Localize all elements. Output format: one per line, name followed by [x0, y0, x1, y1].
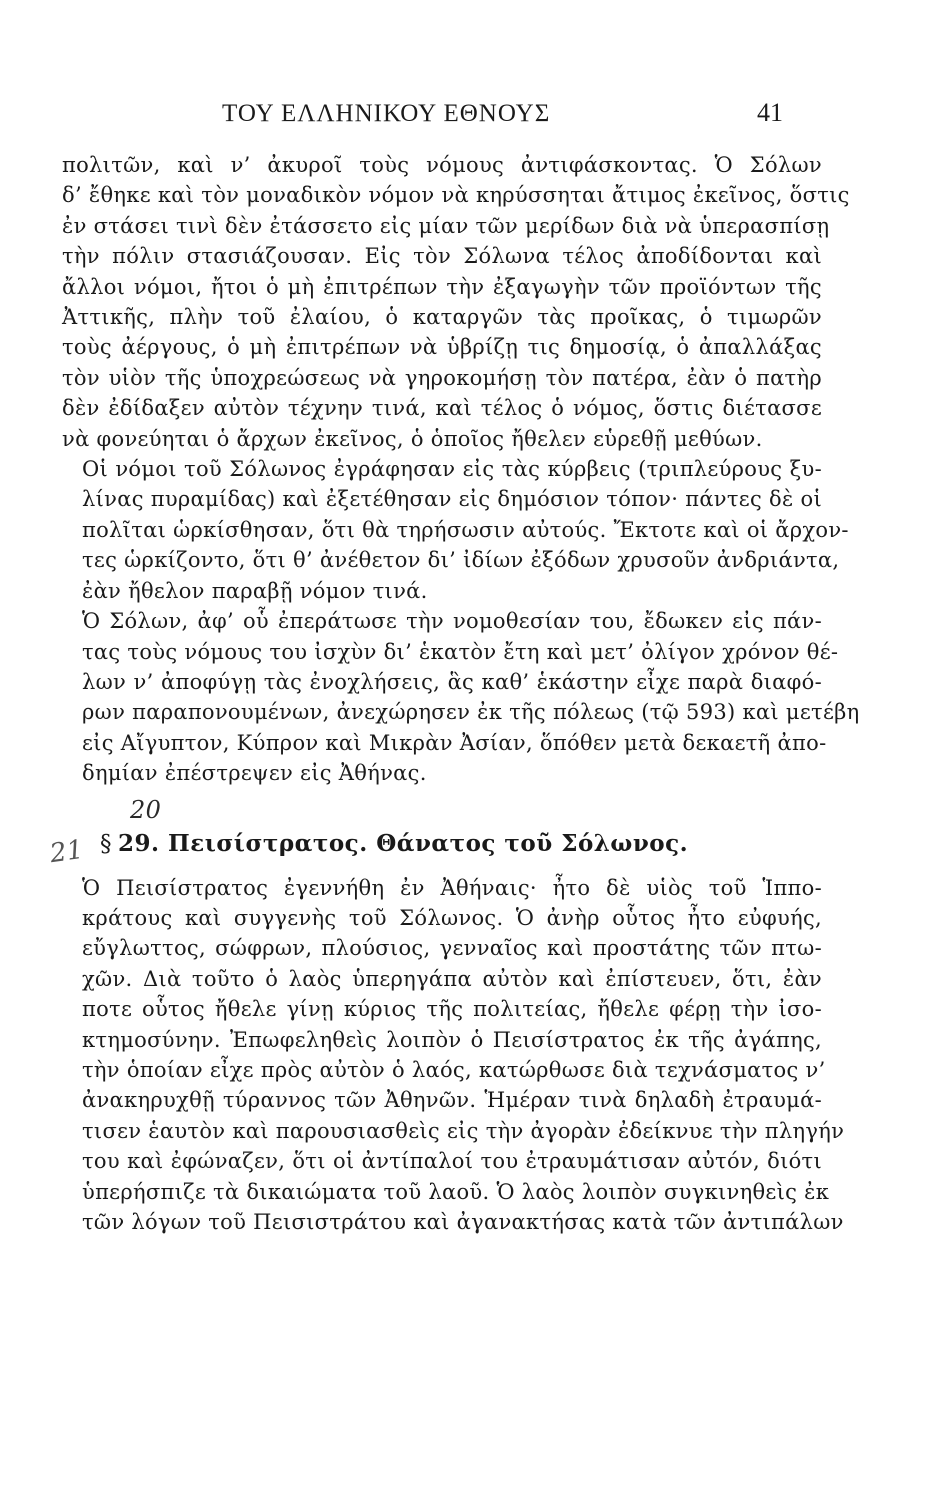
paragraph [62, 454, 849, 606]
text-line: ἀνακηρυχθῇ τύραννος τῶν Ἀθηνῶν. Ἡμέραν τινὰ δηλαδὴ ἐτραυμά- [82, 1088, 822, 1113]
paragraph [62, 150, 850, 454]
handwritten-annotation: 20 [130, 795, 162, 824]
text-line: εἰς Αἴγυπτον, Κύπρον καὶ Μικρὰν Ἀσίαν, ὅπόθεν μετὰ δεκαετῆ ἀπο- [82, 730, 827, 755]
paragraphs-top [62, 150, 860, 789]
text-line: του καὶ ἐφώναζεν, ὅτι οἱ ἀντίπαλοί του ἐτραυμάτισαν αὐτόν, διότι [82, 1149, 822, 1174]
section-heading-area [48, 793, 822, 873]
text-line: Ὁ Πεισίστρατος ἐγεννήθη ἐν Ἀθήναις· ἦτο δὲ υἱὸς τοῦ Ἱππο- [82, 875, 822, 900]
text-line: λων ν’ ἀποφύγῃ τὰς ἐνοχλήσεις, ἃς καθ’ ἑκάστην εἶχε παρὰ διαφό- [82, 669, 822, 694]
text-line: Οἱ νόμοι τοῦ Σόλωνος ἐγράφησαν εἰς τὰς κύρβεις (τριπλεύρους ξυ- [82, 457, 822, 482]
text-line: δ’ ἔθηκε καὶ τὸν μοναδικὸν νόμον νὰ κηρύσσηται ἄτιμος ἐκεῖνος, ὅστις [62, 183, 850, 208]
text-line: λίνας πυραμίδας) καὶ ἐξετέθησαν εἰς δημόσιον τόπον· πάντες δὲ οἱ [82, 487, 822, 512]
pencil-annotation: 21 [48, 834, 86, 869]
running-title: ΤΟΥ ΕΛΛΗΝΙΚΟΥ ΕΘΝΟΥΣ [222, 100, 551, 127]
text-line: τὴν πόλιν στασιάζουσαν. Εἰς τὸν Σόλωνα τέλος ἀποδίδονται καὶ [62, 244, 822, 269]
text-line: Ὁ Σόλων, ἀφ’ οὗ ἐπεράτωσε τὴν νομοθεσίαν του, ἔδωκεν εἰς πάν- [82, 609, 822, 634]
text-line: χῶν. Διὰ τοῦτο ὁ λαὸς ὑπερηγάπα αὐτὸν καὶ ἐπίστευεν, ὅτι, ἐὰν [82, 966, 822, 991]
section-heading [100, 829, 688, 859]
page-number: 41 [757, 98, 783, 127]
paragraph [62, 873, 845, 1238]
paragraph [62, 606, 860, 788]
text-line: τὸν υἱὸν τῆς ὑποχρεώσεως νὰ γηροκομήσῃ τὸν πατέρα, ἐὰν ὁ πατὴρ [62, 365, 822, 390]
text-line: ὑπερήσπιζε τὰ δικαιώματα τοῦ λαοῦ. Ὁ λαὸς λοιπὸν συγκινηθεὶς ἐκ [82, 1179, 830, 1204]
text-line: δὲν ἐδίδαξεν αὐτὸν τέχνην τινά, καὶ τέλος ὁ νόμος, ὅστις διέτασσε [62, 396, 822, 421]
body-text [48, 150, 860, 1237]
text-line: πολιτῶν, καὶ ν’ ἀκυροῖ τοὺς νόμους ἀντιφάσκοντας. Ὁ Σόλων [62, 153, 822, 177]
text-line: ἐὰν ἤθελον παραβῇ νόμον τινά. [82, 578, 428, 603]
text-line: εὔγλωττος, σώφρων, πλούσιος, γενναῖος καὶ προστάτης τῶν πτω- [82, 936, 822, 961]
text-line: ποτε οὗτος ἤθελε γίνῃ κύριος τῆς πολιτείας, ἤθελε φέρῃ τὴν ἰσο- [82, 997, 822, 1022]
paragraphs-bottom [62, 873, 845, 1238]
text-line: τὴν ὁποίαν εἶχε πρὸς αὐτὸν ὁ λαός, κατώρθωσε διὰ τεχνάσματος ν’ [82, 1057, 826, 1082]
section-mark: § [100, 830, 112, 857]
text-line: νὰ φονεύηται ὁ ἄρχων ἐκεῖνος, ὁ ὁποῖος ἤθελεν εὑρεθῇ μεθύων. [62, 426, 763, 451]
text-line: τῶν λόγων τοῦ Πεισιστράτου καὶ ἀγανακτήσας κατὰ τῶν ἀντιπάλων [82, 1210, 844, 1234]
running-head [0, 100, 926, 140]
text-line: κτημοσύνην. Ἐπωφεληθεὶς λοιπὸν ὁ Πεισίστρατος ἐκ τῆς ἀγάπης, [82, 1027, 822, 1052]
text-line: Ἀττικῆς, πλὴν τοῦ ἐλαίου, ὁ καταργῶν τὰς προῖκας, ὁ τιμωρῶν [62, 305, 822, 330]
text-line: κράτους καὶ συγγενὴς τοῦ Σόλωνος. Ὁ ἀνὴρ οὗτος ἦτο εὐφυής, [82, 905, 822, 930]
text-line: τισεν ἑαυτὸν καὶ παρουσιασθεὶς εἰς τὴν ἀγορὰν ἐδείκνυε τὴν πληγήν [82, 1118, 845, 1143]
text-line: ἐν στάσει τινὶ δὲν ἐτάσσετο εἰς μίαν τῶν μερίδων διὰ νὰ ὑπερασπίσῃ [62, 213, 830, 238]
text-line: τοὺς ἀέργους, ὁ μὴ ἐπιτρέπων νὰ ὑβρίζῃ τις δημοσίᾳ, ὁ ἀπαλλάξας [62, 335, 822, 360]
text-line: πολῖται ὡρκίσθησαν, ὅτι θὰ τηρήσωσιν αὐτούς. Ἔκτοτε καὶ οἱ ἄρχον- [82, 517, 849, 542]
text-line: ἄλλοι νόμοι, ἤτοι ὁ μὴ ἐπιτρέπων τὴν ἐξαγωγὴν τῶν προϊόντων τῆς [62, 274, 822, 299]
text-line: τας τοὺς νόμους του ἰσχὺν δι’ ἑκατὸν ἔτη καὶ μετ’ ὀλίγον χρόνον θέ- [82, 639, 839, 664]
text-line: ρων παραπονουμένων, ἀνεχώρησεν ἐκ τῆς πόλεως (τῷ 593) καὶ μετέβη [82, 700, 860, 725]
text-line: τες ὡρκίζοντο, ὅτι θ’ ἀνέθετον δι’ ἰδίων ἐξόδων χρυσοῦν ἀνδριάντα, [82, 548, 840, 573]
text-line: δημίαν ἐπέστρεψεν εἰς Ἀθήνας. [82, 761, 427, 786]
section-title: 29. Πεισίστρατος. Θάνατος τοῦ Σόλωνος. [118, 829, 689, 857]
